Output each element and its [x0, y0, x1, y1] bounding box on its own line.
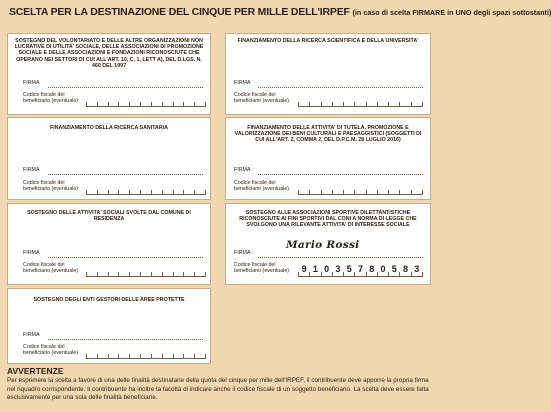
- codice-digit: 1: [309, 272, 320, 276]
- box-beni-culturali: [225, 117, 431, 200]
- box-title: SOSTEGNO DEGLI ENTI GESTORI DELLE AREE PROTETTE: [33, 297, 185, 303]
- firma-field[interactable]: [258, 87, 423, 88]
- codice-digit: 7: [354, 272, 365, 276]
- form-title-note: (in caso di scelta FIRMARE in UNO degli spazi sottostanti): [352, 8, 551, 17]
- box-associazioni-sportive: [225, 203, 431, 285]
- box-title: FINANZIAMENTO DELLA RICERCA SANITARIA: [50, 125, 168, 131]
- codice-fiscale-field[interactable]: [298, 266, 423, 277]
- codice-fiscale-field[interactable]: [86, 266, 206, 277]
- firma-label: FIRMA: [23, 332, 40, 338]
- form-title: [9, 6, 551, 18]
- signature: Mario Rossi: [286, 239, 360, 251]
- firma-label: FIRMA: [234, 250, 251, 256]
- firma-field[interactable]: [48, 174, 203, 175]
- codice-fiscale-field[interactable]: [86, 348, 206, 359]
- firma-label: FIRMA: [23, 167, 40, 173]
- box-ricerca-sanitaria: [7, 117, 211, 200]
- firma-field[interactable]: [258, 174, 423, 175]
- form-title-text: SCELTA PER LA DESTINAZIONE DEL CINQUE PER MILLE DELL'IRPEF: [9, 6, 350, 18]
- box-comune-residenza: [7, 203, 211, 285]
- firma-field[interactable]: [48, 87, 203, 88]
- firma-field[interactable]: [48, 257, 203, 258]
- codice-fiscale-label: Codice fiscale del beneficiario (eventuale): [234, 262, 290, 274]
- codice-fiscale-field[interactable]: [298, 96, 423, 107]
- firma-field[interactable]: [48, 339, 203, 340]
- avvertenze-text: Per esprimere la scelta a favore di una delle finalità destinatarie della quota del cinque per mille dell'IRPEF, il contribuente deve apporre la propria firma nel riquadro corrispondente. Il contribuente ha inoltre la facoltà di indicare anche il codice fiscale di un soggetto beneficiario. La scelta deve essere fatta esclusivamente per una sola delle finalità beneficiarie.: [7, 377, 429, 401]
- box-title: SOSTEGNO DELLE ATTIVITA' SOCIALI SVOLTE DAL COMUNE DI RESIDENZA: [27, 210, 191, 223]
- codice-fiscale-field[interactable]: [298, 184, 423, 195]
- box-title: SOSTEGNO DEL VOLONTARIATO E DELLE ALTRE ORGANIZZAZIONI NON LUCRATIVE DI UTILITA' SOCIALE, DELLE ASSOCIAZIONI DI PROMOZIONE SOCIALE E DELLE ASSOCIAZIONI E FONDAZIONI RICONOSCIUTE CHE OPERANO NEI SETTORI DI CUI ALL'ART. 10, C. 1, LETT A), DEL D.LGS. N. 460 DEL 1997: [14, 38, 204, 69]
- box-volontariato: [7, 33, 211, 115]
- codice-fiscale-label: Codice fiscale del beneficiario (eventuale): [23, 344, 79, 356]
- codice-fiscale-label: Codice fiscale del beneficiario (eventuale): [23, 92, 79, 104]
- firma-label: FIRMA: [23, 250, 40, 256]
- codice-digit: 5: [343, 272, 354, 276]
- codice-digit: 3: [332, 272, 343, 276]
- codice-fiscale-label: Codice fiscale del beneficiario (eventuale): [23, 262, 79, 274]
- codice-digit: 8: [399, 272, 410, 276]
- firma-label: FIRMA: [23, 80, 40, 86]
- codice-digit: 5: [388, 272, 399, 276]
- box-ricerca-scientifica: [225, 33, 431, 115]
- firma-label: FIRMA: [234, 80, 251, 86]
- codice-digit: 9: [298, 272, 309, 276]
- box-title: SOSTEGNO ALLE ASSOCIAZIONI SPORTIVE DILETTANTISTICHE RICONOSCIUTE AI FINI SPORTIVI DAL CONI A NORMA DI LEGGE CHE SVOLGONO UNA RILEVANTE ATTIVITA' DI INTERESSE SOCIALE: [239, 210, 417, 229]
- box-title: FINANZIAMENTO DELLE ATTIVITA' DI TUTELA, PROMOZIONE E VALORIZZAZIONE DEI BENI CULTURALI E PAESAGGISTICI (SOGGETTI DI CUI ALL'ART. 2, COMMA 2, DEL D.P.C.M. 28 LUGLIO 2016): [234, 125, 422, 144]
- codice-fiscale-label: Codice fiscale del beneficiario (eventuale): [23, 180, 79, 192]
- codice-fiscale-label: Codice fiscale del beneficiario (eventuale): [234, 92, 290, 104]
- codice-digit: 3: [411, 272, 423, 276]
- box-aree-protette: [7, 288, 211, 364]
- box-title: FINANZIAMENTO DELLA RICERCA SCIENTIFICA E DELLA UNIVERSITA': [237, 38, 419, 44]
- avvertenze-title: AVVERTENZE: [7, 366, 64, 376]
- codice-digit: 8: [366, 272, 377, 276]
- firma-label: FIRMA: [234, 167, 251, 173]
- codice-digit: 0: [377, 272, 388, 276]
- firma-field[interactable]: [258, 257, 423, 258]
- codice-digit: 0: [321, 272, 332, 276]
- codice-fiscale-field[interactable]: [86, 96, 206, 107]
- codice-fiscale-field[interactable]: [86, 184, 206, 195]
- codice-fiscale-label: Codice fiscale del beneficiario (eventuale): [234, 180, 290, 192]
